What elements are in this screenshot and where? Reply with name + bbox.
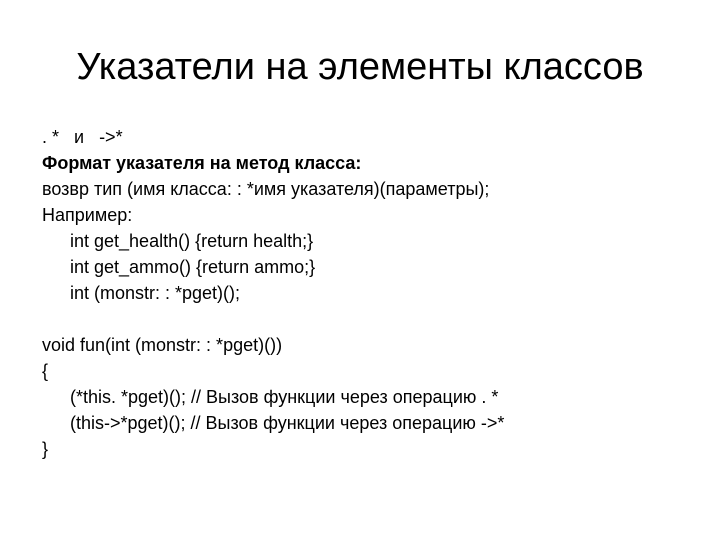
operators-line: . * и ->* xyxy=(42,127,123,147)
blank-line xyxy=(42,306,702,332)
code-line-pointer-decl: int (monstr: : *pget)(); xyxy=(70,283,241,303)
code-line-fun-signature: void fun(int (monstr: : *pget)()) xyxy=(42,335,283,355)
code-line-dot-star-call: (*this. *pget)(); // Вызов функции через операцию . * xyxy=(70,387,499,407)
format-heading: Формат указателя на метод класса: xyxy=(42,153,362,173)
code-line-get-health: int get_health() {return health;} xyxy=(70,231,314,251)
code-line-get-ammo: int get_ammo() {return ammo;} xyxy=(70,257,316,277)
code-line-open-brace: { xyxy=(42,361,49,381)
example-heading: Например: xyxy=(42,205,133,225)
format-syntax-line: возвр тип (имя класса: : *имя указателя)(параметры); xyxy=(42,179,490,199)
code-line-close-brace: } xyxy=(42,439,49,459)
code-line-arrow-star-call: (this->*pget)(); // Вызов функции через операцию ->* xyxy=(70,413,505,433)
slide-title: Указатели на элементы классов xyxy=(76,46,644,88)
slide-content xyxy=(42,124,702,462)
